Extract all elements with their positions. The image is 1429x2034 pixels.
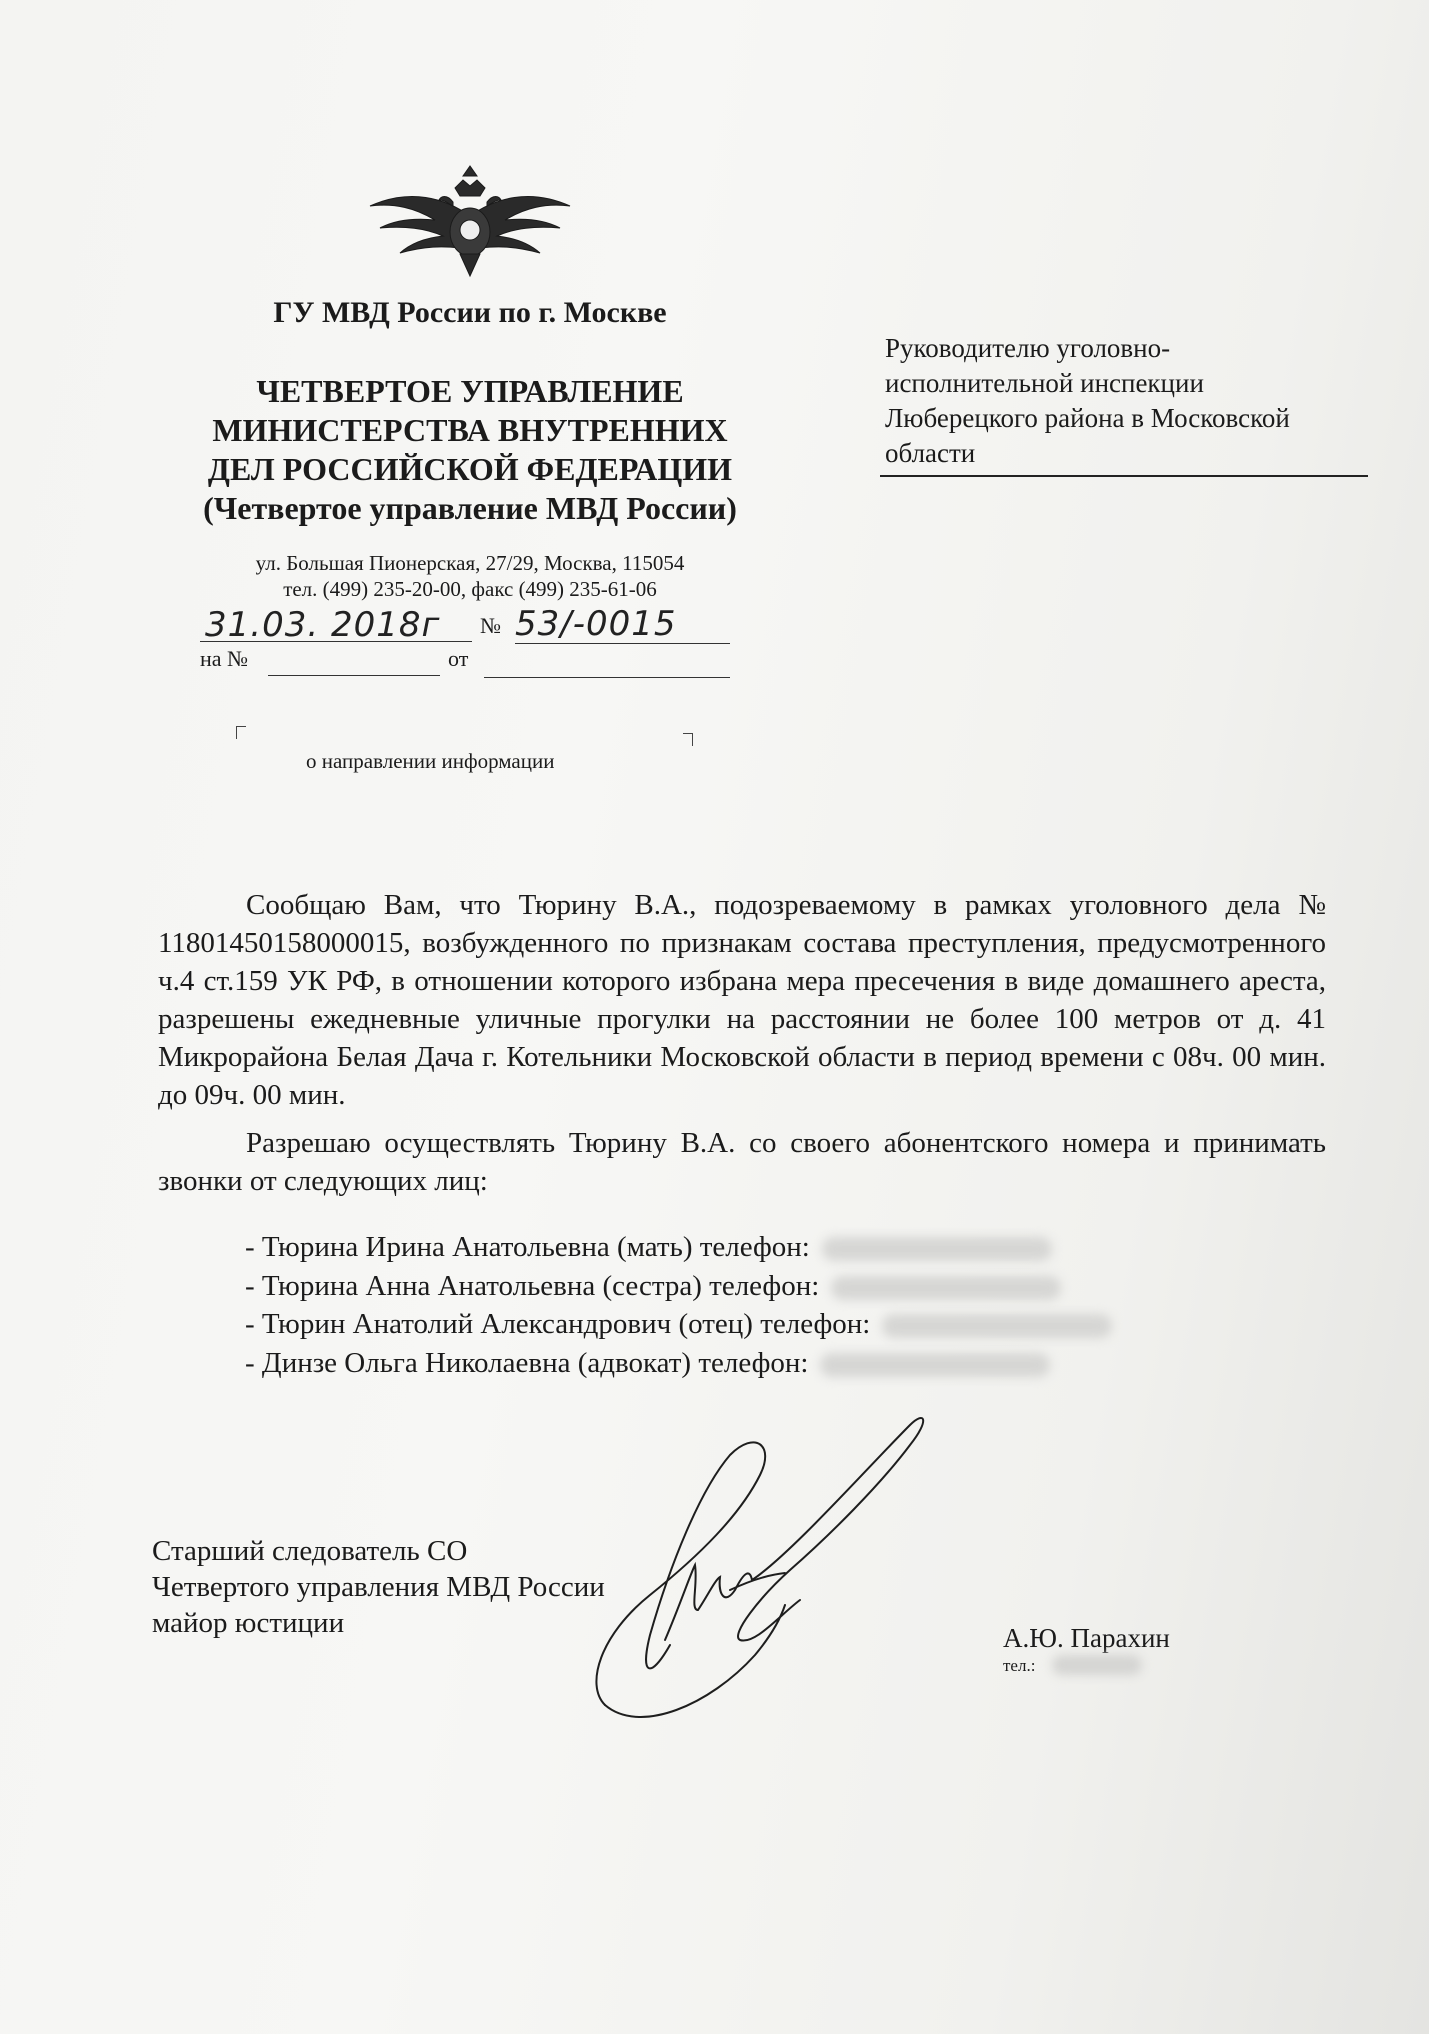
org-address: ул. Большая Пионерская, 27/29, Москва, 115054 [255,551,685,575]
signer-position-line: Четвертого управления МВД России [152,1571,605,1603]
redacted-phone [882,1314,1112,1338]
reference-from-underline [484,677,730,678]
signer-tel-label: тел.: [1003,1656,1036,1675]
body-paragraph: Сообщаю Вам, что Тюрину В.А., подозреваемому в рамках уголовного дела № 11801450158000015, возбужденного по признакам состава преступления, предусмотренного ч.4 ст.159 УК РФ, в отношении которого избрана мера пресечения в виде домашнего ареста, разрешены ежедневные уличные прогулки на расстоянии не более 100 метров от д. 41 Микрорайона Белая Дача г. Котельники Московской области в период времени с 08ч. 00 мин. до 09ч. 00 мин. [158,889,1326,1111]
addressee-line: области [885,438,976,468]
reference-from-label: от [448,646,469,671]
redacted-phone [820,1353,1050,1377]
addressee-line: исполнительной инспекции [885,368,1204,398]
subject-corner-right [683,733,693,746]
org-contacts [150,550,790,602]
addressee-underline [880,475,1368,477]
signer-position [152,1533,605,1641]
number-underline [515,643,730,644]
list-item [245,1228,1112,1267]
subject-corner-left [236,726,246,739]
addressee-line: Люберецкого района в Московской [885,403,1290,433]
signer-position-line: Старший следователь СО [152,1535,468,1567]
list-item [245,1267,1112,1306]
body-paragraph: Разрешаю осуществлять Тюрину В.А. со своего абонентского номера и принимать звонки от следующих лиц: [158,1127,1326,1197]
list-item [245,1305,1112,1344]
double-headed-eagle-icon [355,158,585,278]
org-parent-name: ГУ МВД России по г. Москве [273,296,667,329]
reference-label: на № [200,646,249,671]
addressee-block [885,331,1385,471]
date-underline [200,641,472,642]
org-name-line: МИНИСТЕРСТВА ВНУТРЕННИХ [212,412,728,448]
org-short-name: (Четвертое управление МВД России) [203,490,737,526]
redacted-phone [831,1276,1061,1300]
contact-label: - Тюрина Ирина Анатольевна (мать) телефон: [245,1231,810,1263]
contact-label: - Тюрин Анатолий Александрович (отец) телефон: [245,1308,871,1340]
org-phones: тел. (499) 235-20-00, факс (499) 235-61-06 [283,577,657,601]
signer-name: А.Ю. Парахин [1003,1623,1170,1653]
subject-line: о направлении информации [306,749,555,773]
number-label: № [480,613,501,638]
handwritten-number: 53/-0015 [515,604,677,644]
contact-label: - Тюрина Анна Анатольевна (сестра) телефон: [245,1269,820,1302]
contact-label: - Динзе Ольга Николаевна (адвокат) телефон: [245,1346,809,1379]
org-name-line: ДЕЛ РОССИЙСКОЙ ФЕДЕРАЦИИ [207,451,733,487]
redacted-signer-phone [1052,1655,1142,1675]
signer-position-line: майор юстиции [152,1607,345,1639]
handwritten-signature [580,1405,1000,1735]
contacts-list [245,1228,1112,1382]
org-name-block [150,372,790,528]
org-name-line: ЧЕТВЕРТОЕ УПРАВЛЕНИЕ [256,373,684,409]
letter-body [158,886,1326,1200]
reference-underline [268,675,440,676]
redacted-phone [822,1237,1052,1261]
addressee-line: Руководителю уголовно- [885,333,1171,363]
handwritten-date: 31.03. 2018г [205,605,441,645]
list-item [245,1344,1112,1383]
